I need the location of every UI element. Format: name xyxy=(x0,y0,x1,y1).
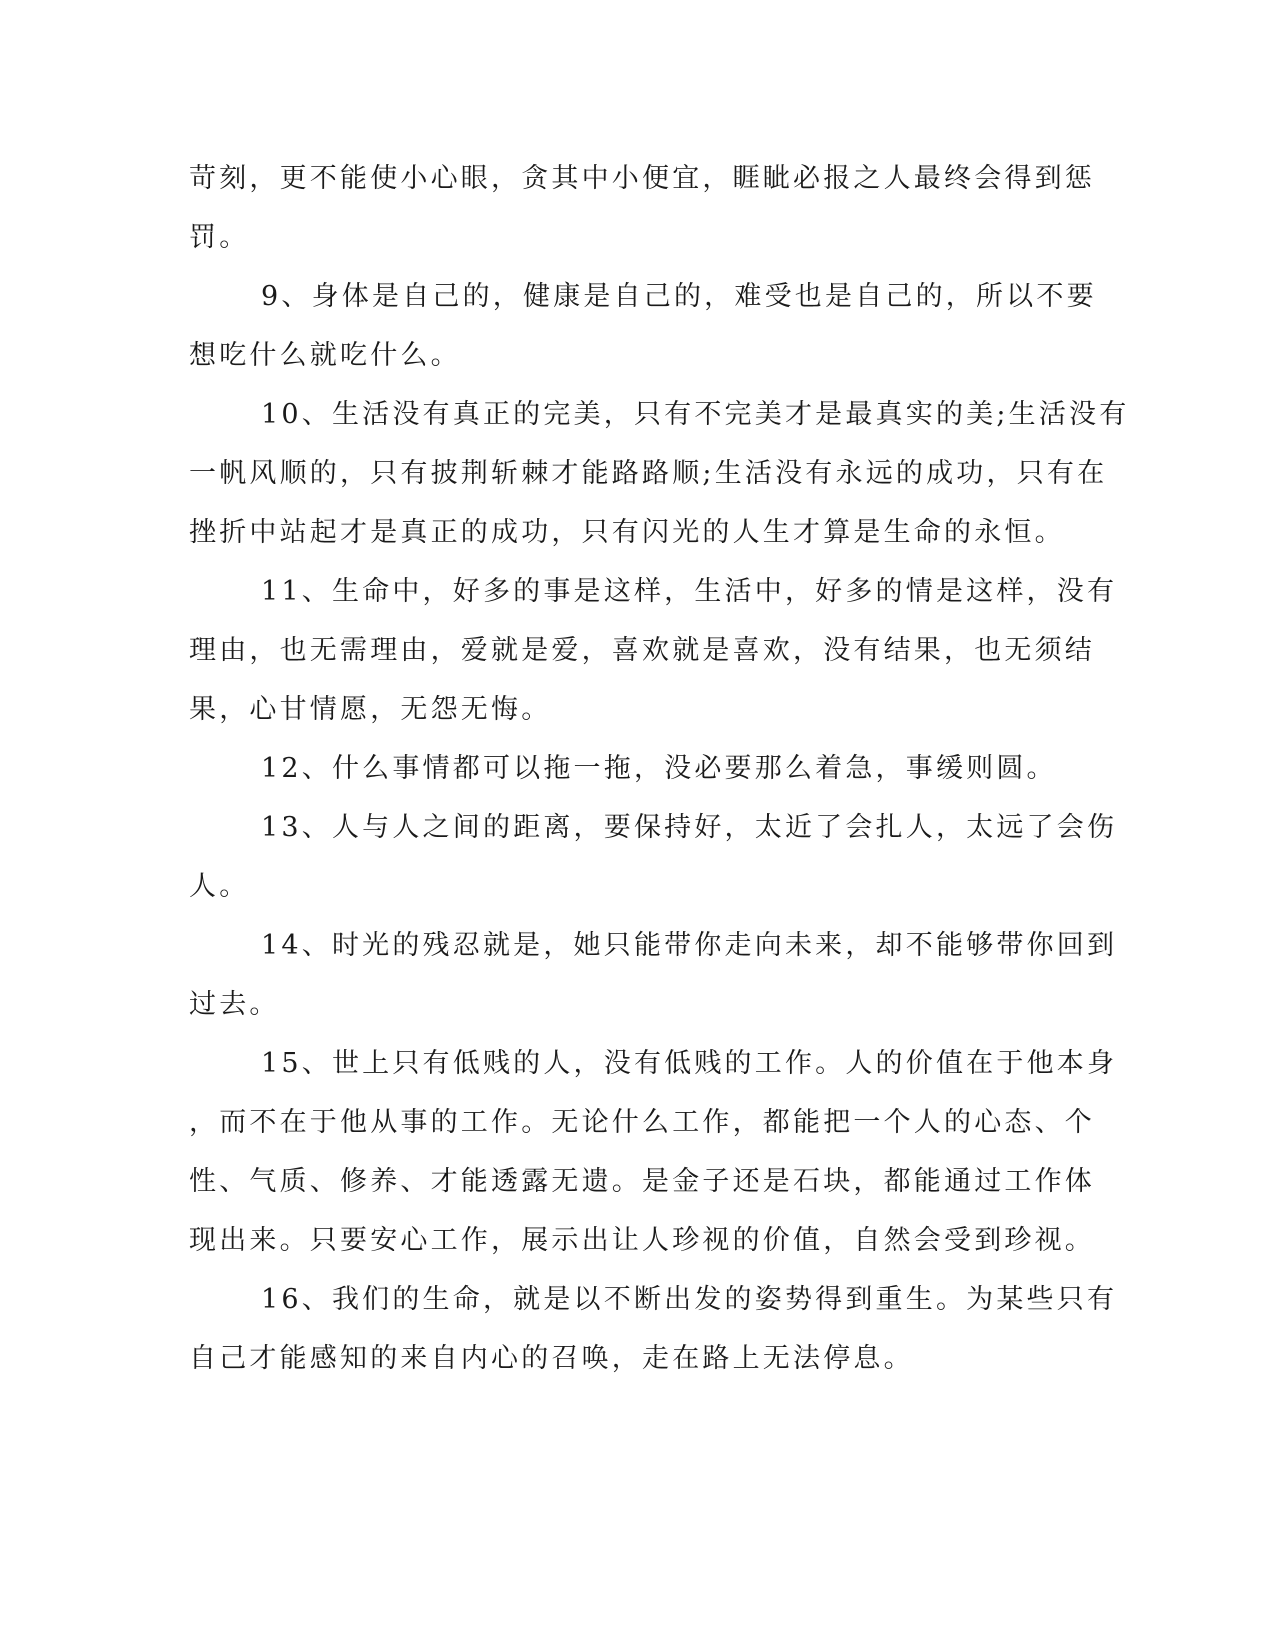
text-line: 15、世上只有低贱的人，没有低贱的工作。人的价值在于他本身 xyxy=(261,1048,1118,1079)
text-line: 13、人与人之间的距离，要保持好，太近了会扎人，太远了会伤 xyxy=(261,812,1118,843)
text-line: 过去。 xyxy=(189,989,280,1020)
text-line: 14、时光的残忍就是，她只能带你走向未来，却不能够带你回到 xyxy=(261,930,1118,961)
text-line: 理由，也无需理由，爱就是爱，喜欢就是喜欢，没有结果，也无须结 xyxy=(189,635,1095,666)
text-line: 现出来。只要安心工作，展示出让人珍视的价值，自然会受到珍视。 xyxy=(189,1225,1095,1256)
text-line: 想吃什么就吃什么。 xyxy=(189,340,461,371)
text-line: 11、生命中，好多的事是这样，生活中，好多的情是这样，没有 xyxy=(261,576,1118,607)
text-line: ，而不在于他从事的工作。无论什么工作，都能把一个人的心态、个 xyxy=(189,1107,1095,1138)
text-line: 苛刻，更不能使小心眼，贪其中小便宜，睚眦必报之人最终会得到惩 xyxy=(189,163,1095,194)
text-line: 性、气质、修养、才能透露无遗。是金子还是石块，都能通过工作体 xyxy=(189,1166,1095,1197)
text-line: 10、生活没有真正的完美，只有不完美才是最真实的美;生活没有 xyxy=(261,399,1130,430)
text-line: 人。 xyxy=(189,871,250,902)
text-line: 自己才能感知的来自内心的召唤，走在路上无法停息。 xyxy=(189,1343,914,1374)
text-line: 一帆风顺的，只有披荆斩棘才能路路顺;生活没有永远的成功，只有在 xyxy=(189,458,1108,489)
text-line: 挫折中站起才是真正的成功，只有闪光的人生才算是生命的永恒。 xyxy=(189,517,1065,548)
text-line: 罚。 xyxy=(189,222,250,253)
text-line: 16、我们的生命，就是以不断出发的姿势得到重生。为某些只有 xyxy=(261,1284,1118,1315)
text-line: 果，心甘情愿，无怨无悔。 xyxy=(189,694,552,725)
text-line: 12、什么事情都可以拖一拖，没必要那么着急，事缓则圆。 xyxy=(261,753,1057,784)
text-line: 9、身体是自己的，健康是自己的，难受也是自己的，所以不要 xyxy=(261,281,1097,312)
